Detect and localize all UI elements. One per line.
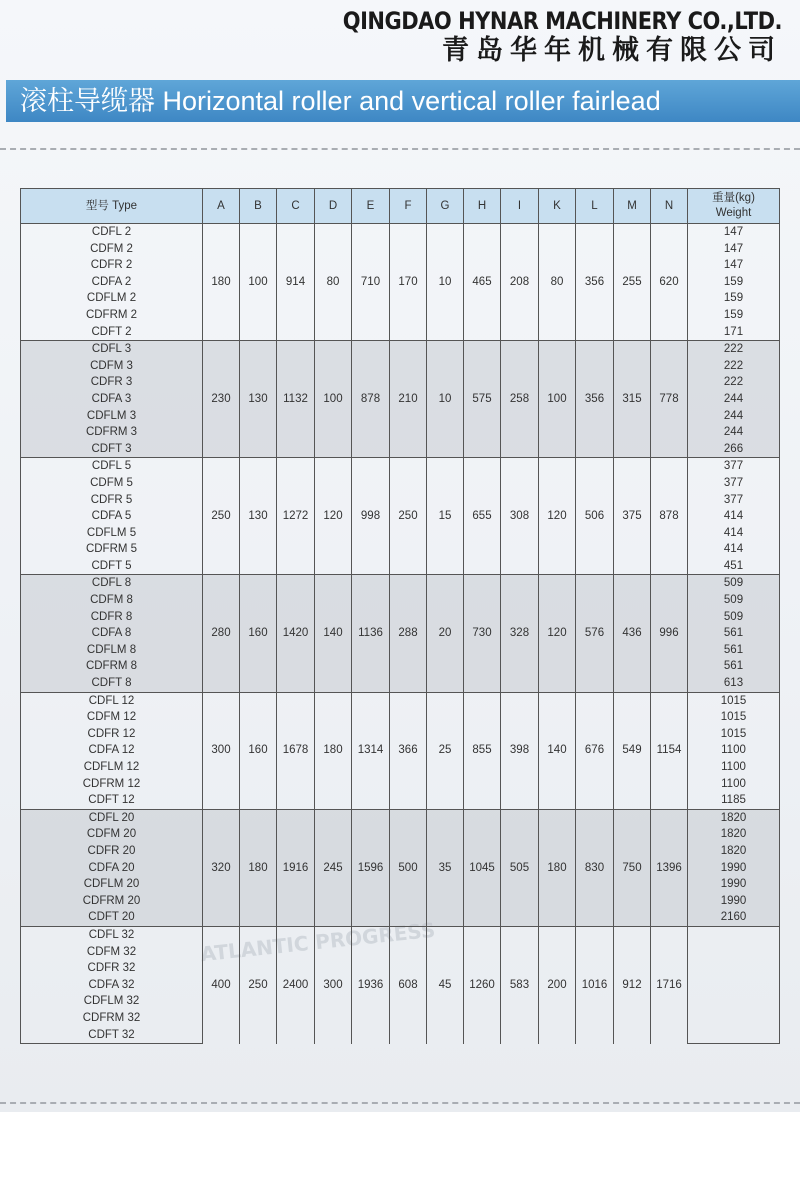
dim-b-cell: 100 (240, 224, 277, 341)
header-n: N (651, 189, 688, 224)
dim-a-cell: 230 (203, 341, 240, 458)
dim-e-cell: 1136 (352, 575, 390, 692)
model-type-cell: CDFLM 8 (21, 642, 203, 659)
weight-cell: 244 (688, 391, 780, 408)
bottom-dashed-divider (0, 1102, 800, 1104)
dim-i-cell: 258 (501, 341, 539, 458)
dim-l-cell: 576 (576, 575, 614, 692)
dim-d-cell: 120 (315, 458, 352, 575)
dim-m-cell: 549 (614, 692, 651, 809)
weight-cell: 561 (688, 642, 780, 659)
model-type-cell: CDFR 3 (21, 374, 203, 391)
model-type-cell: CDFR 2 (21, 257, 203, 274)
model-type-cell: CDFLM 2 (21, 290, 203, 307)
dim-l-cell: 830 (576, 809, 614, 926)
weight-cell: 244 (688, 408, 780, 425)
dim-l-cell: 506 (576, 458, 614, 575)
model-type-cell: CDFA 20 (21, 860, 203, 877)
dim-f-cell: 608 (390, 926, 427, 1043)
weight-cell: 2160 (688, 909, 780, 926)
table-row (21, 224, 780, 241)
model-type-cell: CDFT 2 (21, 324, 203, 341)
weight-cell: 377 (688, 458, 780, 475)
model-type-cell: CDFT 32 (21, 1027, 203, 1044)
dim-i-cell: 505 (501, 809, 539, 926)
dim-a-cell: 180 (203, 224, 240, 341)
model-type-cell: CDFL 5 (21, 458, 203, 475)
dim-i-cell: 328 (501, 575, 539, 692)
dim-a-cell: 300 (203, 692, 240, 809)
dim-n-cell: 620 (651, 224, 688, 341)
header-g: G (427, 189, 464, 224)
dim-d-cell: 180 (315, 692, 352, 809)
dim-n-cell: 1396 (651, 809, 688, 926)
weight-cell: 171 (688, 324, 780, 341)
dim-c-cell: 1916 (277, 809, 315, 926)
dim-f-cell: 250 (390, 458, 427, 575)
weight-cell: 377 (688, 475, 780, 492)
model-type-cell: CDFR 32 (21, 960, 203, 977)
model-type-cell: CDFA 3 (21, 391, 203, 408)
model-type-cell: CDFT 8 (21, 675, 203, 692)
model-type-cell: CDFL 20 (21, 809, 203, 826)
section-title-banner: 滚柱导缆器 Horizontal roller and vertical roller fairlead (6, 80, 800, 122)
dim-g-cell: 35 (427, 809, 464, 926)
dim-f-cell: 288 (390, 575, 427, 692)
dim-l-cell: 356 (576, 341, 614, 458)
model-type-cell: CDFLM 12 (21, 759, 203, 776)
table-header-row (21, 189, 780, 224)
model-type-cell: CDFLM 3 (21, 408, 203, 425)
weight-cell: 1820 (688, 826, 780, 843)
model-type-cell: CDFRM 3 (21, 424, 203, 441)
dim-i-cell: 398 (501, 692, 539, 809)
weight-cell (688, 960, 780, 977)
dim-m-cell: 750 (614, 809, 651, 926)
weight-cell: 1185 (688, 792, 780, 809)
model-type-cell: CDFR 5 (21, 492, 203, 509)
weight-cell: 159 (688, 307, 780, 324)
weight-cell: 1100 (688, 759, 780, 776)
table-row (21, 926, 780, 943)
model-type-cell: CDFL 2 (21, 224, 203, 241)
dim-b-cell: 160 (240, 692, 277, 809)
header-type: 型号 Type (21, 189, 203, 224)
weight-cell: 1820 (688, 843, 780, 860)
dim-b-cell: 130 (240, 341, 277, 458)
weight-cell: 509 (688, 592, 780, 609)
weight-cell: 561 (688, 625, 780, 642)
model-type-cell: CDFL 8 (21, 575, 203, 592)
dim-n-cell: 878 (651, 458, 688, 575)
dim-h-cell: 1260 (464, 926, 501, 1043)
weight-cell (688, 944, 780, 961)
dim-g-cell: 25 (427, 692, 464, 809)
model-type-cell: CDFA 12 (21, 742, 203, 759)
model-type-cell: CDFM 12 (21, 709, 203, 726)
weight-cell: 147 (688, 241, 780, 258)
dim-b-cell: 160 (240, 575, 277, 692)
dim-g-cell: 15 (427, 458, 464, 575)
header-c: C (277, 189, 315, 224)
model-type-cell: CDFT 3 (21, 441, 203, 458)
dim-f-cell: 170 (390, 224, 427, 341)
weight-cell: 1015 (688, 726, 780, 743)
dim-n-cell: 996 (651, 575, 688, 692)
dim-h-cell: 465 (464, 224, 501, 341)
model-type-cell: CDFM 3 (21, 358, 203, 375)
model-type-cell: CDFRM 8 (21, 658, 203, 675)
header-i: I (501, 189, 539, 224)
header-m: M (614, 189, 651, 224)
header-f: F (390, 189, 427, 224)
dim-i-cell: 583 (501, 926, 539, 1043)
dim-g-cell: 45 (427, 926, 464, 1043)
header-d: D (315, 189, 352, 224)
model-type-cell: CDFM 20 (21, 826, 203, 843)
dim-e-cell: 1314 (352, 692, 390, 809)
model-type-cell: CDFA 8 (21, 625, 203, 642)
dim-k-cell: 120 (539, 458, 576, 575)
dim-e-cell: 878 (352, 341, 390, 458)
model-type-cell: CDFRM 12 (21, 776, 203, 793)
weight-cell (688, 926, 780, 943)
weight-cell: 1100 (688, 776, 780, 793)
weight-cell: 222 (688, 358, 780, 375)
model-type-cell: CDFM 8 (21, 592, 203, 609)
weight-cell: 266 (688, 441, 780, 458)
dim-e-cell: 1596 (352, 809, 390, 926)
weight-cell: 159 (688, 274, 780, 291)
header-l: L (576, 189, 614, 224)
dim-h-cell: 655 (464, 458, 501, 575)
dim-h-cell: 1045 (464, 809, 501, 926)
weight-cell: 1820 (688, 809, 780, 826)
table-row (21, 341, 780, 358)
weight-cell: 159 (688, 290, 780, 307)
dim-m-cell: 912 (614, 926, 651, 1043)
model-type-cell: CDFL 3 (21, 341, 203, 358)
weight-cell: 1100 (688, 742, 780, 759)
dim-m-cell: 315 (614, 341, 651, 458)
dim-k-cell: 140 (539, 692, 576, 809)
dim-d-cell: 80 (315, 224, 352, 341)
weight-cell: 451 (688, 558, 780, 575)
weight-cell: 1990 (688, 893, 780, 910)
weight-cell: 377 (688, 492, 780, 509)
model-type-cell: CDFRM 2 (21, 307, 203, 324)
dim-g-cell: 10 (427, 224, 464, 341)
model-type-cell: CDFR 12 (21, 726, 203, 743)
weight-cell: 414 (688, 508, 780, 525)
company-header (343, 6, 782, 68)
header-b: B (240, 189, 277, 224)
weight-cell: 509 (688, 575, 780, 592)
model-type-cell: CDFRM 32 (21, 1010, 203, 1027)
table-row (21, 458, 780, 475)
weight-cell (688, 993, 780, 1010)
header-weight-en: Weight (715, 207, 752, 219)
company-name-en: QINGDAO HYNAR MACHINERY CO.,LTD. (342, 7, 782, 35)
dim-d-cell: 140 (315, 575, 352, 692)
model-type-cell: CDFLM 32 (21, 993, 203, 1010)
dim-a-cell: 280 (203, 575, 240, 692)
table-row (21, 575, 780, 592)
model-type-cell: CDFT 5 (21, 558, 203, 575)
weight-cell: 222 (688, 374, 780, 391)
dim-d-cell: 245 (315, 809, 352, 926)
dim-d-cell: 300 (315, 926, 352, 1043)
model-type-cell: CDFL 12 (21, 692, 203, 709)
company-name-cn: 青岛华年机械有限公司 (442, 35, 782, 66)
weight-cell: 414 (688, 541, 780, 558)
header-weight-cn: 重量(kg) (712, 192, 755, 204)
dim-h-cell: 855 (464, 692, 501, 809)
model-type-cell: CDFM 32 (21, 944, 203, 961)
weight-cell: 414 (688, 525, 780, 542)
background-ship-name: ATLANTIC PROGRESS (199, 917, 437, 967)
model-type-cell: CDFR 8 (21, 609, 203, 626)
dim-f-cell: 210 (390, 341, 427, 458)
dim-m-cell: 436 (614, 575, 651, 692)
dim-g-cell: 10 (427, 341, 464, 458)
model-type-cell: CDFRM 20 (21, 893, 203, 910)
dim-c-cell: 1272 (277, 458, 315, 575)
dim-a-cell: 250 (203, 458, 240, 575)
model-type-cell: CDFRM 5 (21, 541, 203, 558)
weight-cell: 244 (688, 424, 780, 441)
weight-cell (688, 977, 780, 994)
dim-c-cell: 914 (277, 224, 315, 341)
weight-cell: 1990 (688, 876, 780, 893)
weight-cell: 561 (688, 658, 780, 675)
header-h: H (464, 189, 501, 224)
dim-i-cell: 308 (501, 458, 539, 575)
dim-m-cell: 255 (614, 224, 651, 341)
weight-cell: 1015 (688, 709, 780, 726)
dim-e-cell: 1936 (352, 926, 390, 1043)
dim-m-cell: 375 (614, 458, 651, 575)
model-type-cell: CDFL 32 (21, 926, 203, 943)
table-row (21, 692, 780, 709)
dim-a-cell: 320 (203, 809, 240, 926)
weight-cell: 509 (688, 609, 780, 626)
weight-cell: 1015 (688, 692, 780, 709)
model-type-cell: CDFR 20 (21, 843, 203, 860)
header-e: E (352, 189, 390, 224)
dim-b-cell: 180 (240, 809, 277, 926)
dim-d-cell: 100 (315, 341, 352, 458)
weight-cell: 222 (688, 341, 780, 358)
dim-a-cell: 400 (203, 926, 240, 1043)
model-type-cell: CDFT 20 (21, 909, 203, 926)
dim-g-cell: 20 (427, 575, 464, 692)
dim-k-cell: 180 (539, 809, 576, 926)
dim-n-cell: 1716 (651, 926, 688, 1043)
dim-e-cell: 710 (352, 224, 390, 341)
dim-f-cell: 366 (390, 692, 427, 809)
weight-cell (688, 1027, 780, 1044)
dim-e-cell: 998 (352, 458, 390, 575)
model-type-cell: CDFM 2 (21, 241, 203, 258)
weight-cell: 147 (688, 224, 780, 241)
dim-n-cell: 778 (651, 341, 688, 458)
model-type-cell: CDFA 5 (21, 508, 203, 525)
model-type-cell: CDFLM 5 (21, 525, 203, 542)
table-row (21, 809, 780, 826)
header-weight (688, 189, 780, 224)
model-type-cell: CDFM 5 (21, 475, 203, 492)
model-type-cell: CDFA 2 (21, 274, 203, 291)
dim-c-cell: 1132 (277, 341, 315, 458)
dim-n-cell: 1154 (651, 692, 688, 809)
dim-k-cell: 120 (539, 575, 576, 692)
dim-f-cell: 500 (390, 809, 427, 926)
dim-l-cell: 356 (576, 224, 614, 341)
model-type-cell: CDFLM 20 (21, 876, 203, 893)
dim-b-cell: 250 (240, 926, 277, 1043)
dim-l-cell: 676 (576, 692, 614, 809)
dim-c-cell: 2400 (277, 926, 315, 1043)
dim-h-cell: 575 (464, 341, 501, 458)
dim-b-cell: 130 (240, 458, 277, 575)
dim-k-cell: 200 (539, 926, 576, 1043)
dim-i-cell: 208 (501, 224, 539, 341)
dim-c-cell: 1678 (277, 692, 315, 809)
top-dashed-divider (0, 148, 800, 150)
dim-c-cell: 1420 (277, 575, 315, 692)
model-type-cell: CDFT 12 (21, 792, 203, 809)
dim-k-cell: 100 (539, 341, 576, 458)
weight-cell: 147 (688, 257, 780, 274)
dim-h-cell: 730 (464, 575, 501, 692)
header-k: K (539, 189, 576, 224)
weight-cell (688, 1010, 780, 1027)
model-type-cell: CDFA 32 (21, 977, 203, 994)
weight-cell: 613 (688, 675, 780, 692)
dim-l-cell: 1016 (576, 926, 614, 1043)
dim-k-cell: 80 (539, 224, 576, 341)
weight-cell: 1990 (688, 860, 780, 877)
fairlead-spec-table (20, 188, 780, 1044)
header-a: A (203, 189, 240, 224)
